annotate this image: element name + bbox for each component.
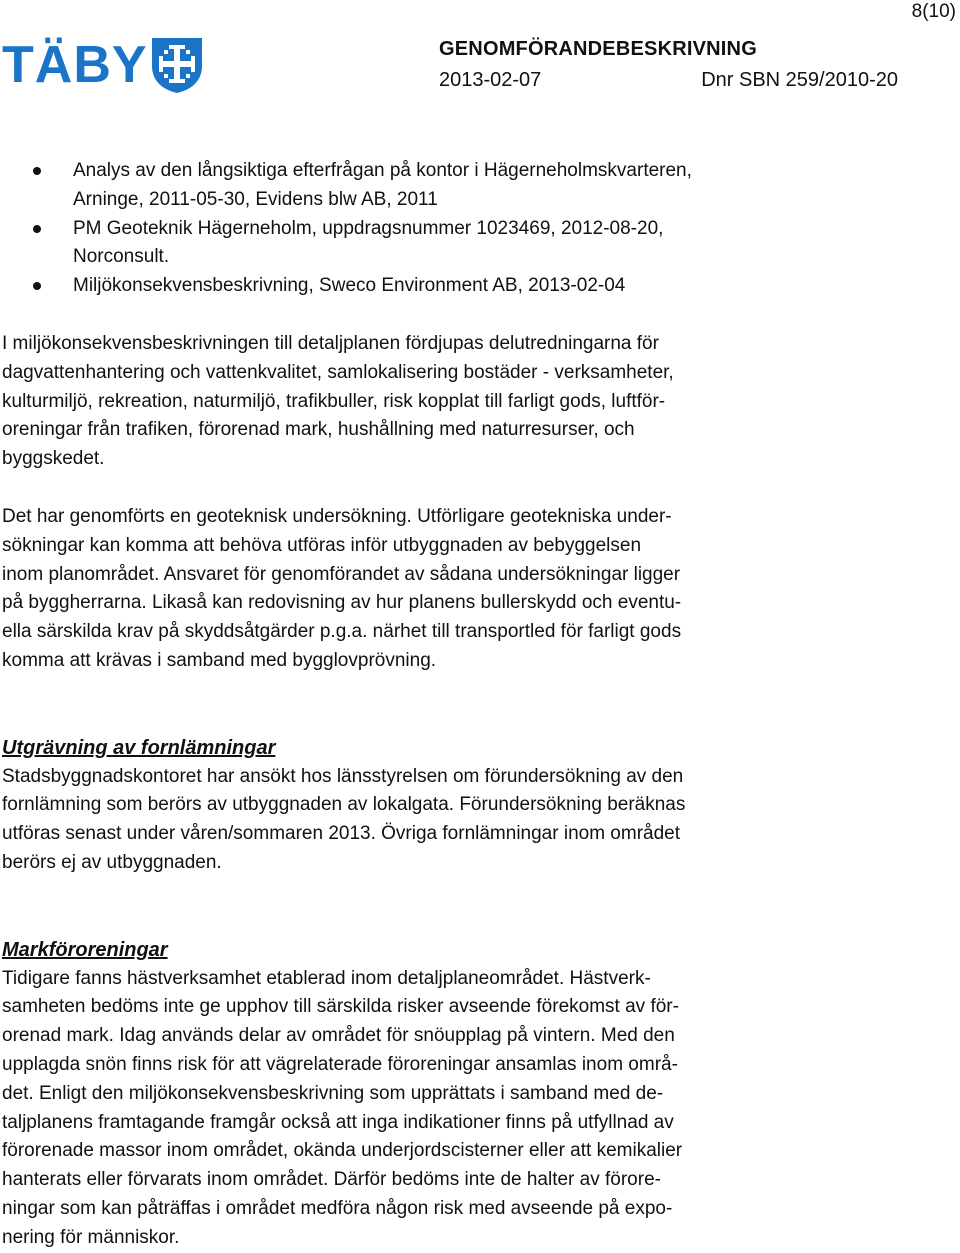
document-date: 2013-02-07	[439, 69, 542, 91]
logo-wordmark: TÄBY	[2, 36, 148, 94]
bullet-icon	[33, 167, 41, 175]
page-number: 8(10)	[911, 1, 956, 22]
paragraph: I miljökonsekvensbeskrivningen till detaljplanen fördjupas delutredningarna för dagvattenhantering och vattenkvalitet, samlokalisering bostäder - verksamheter, kulturmiljö, rekreation, naturmiljö, trafikbuller, risk kopplat till farligt gods, luftför- oreningar från trafiken, förorenad mark, hushållning med naturresurser, och byggskedet.	[2, 332, 674, 470]
reference-list	[2, 157, 792, 301]
bullet-icon	[33, 225, 41, 233]
shield-cross-icon	[150, 36, 204, 94]
section-heading-fornlamningar: Utgrävning av fornlämningar	[2, 736, 276, 759]
document-body	[2, 157, 792, 1253]
paragraph: Tidigare fanns hästverksamhet etablerad inom detaljplaneområdet. Hästverk- samheten bedöms inte ge upphov till särskilda risker avseende förekomst av för- orenad mark. Idag används delar av området för snöupplag på vintern. Med den upplagda snön finns risk för att vägrelaterade föroreningar ansamlas inom områ- det. Enligt den miljökonsekvensbeskrivning som upprättats i samband med de- taljplanens framtagande framgår också att inga indikationer finns på utfyllnad av förorenade massor inom området, okända underjordscisterner eller att kemikalier hanterats eller förvarats inom området. Därför bedöms inte de halter av förore- ningar som kan påträffas i området medföra någon risk med avseende på expo- nering för människor.	[2, 967, 683, 1248]
list-item: Miljökonsekvensbeskrivning, Sweco Environment AB, 2013-02-04	[2, 272, 792, 301]
paragraph: Stadsbyggnadskontoret har ansökt hos länsstyrelsen om förundersökning av den fornlämning som berörs av utbyggnaden av lokalgata. Förundersökning beräknas utföras senast under våren/sommaren 2013. Övriga fornlämningar inom området berörs ej av utbyggnaden.	[2, 765, 686, 873]
bullet-icon	[33, 282, 41, 290]
document-type-title: GENOMFÖRANDEBESKRIVNING	[439, 38, 757, 60]
section-heading-markfororeningar: Markföroreningar	[2, 938, 168, 961]
document-reference-number: Dnr SBN 259/2010-20	[701, 69, 898, 91]
paragraph: Det har genomförts en geoteknisk undersökning. Utförligare geotekniska under- sökningar kan komma att behöva utföras inför utbyggnaden av bebyggelsen inom planområdet. Ansvaret för genomförandet av sådana undersökningar ligger på byggherrarna. Likaså kan redovisning av hur planens bullerskydd och eventu- ella särskilda krav på skyddsåtgärder p.g.a. närhet till transportled för farligt gods komma att krävas i samband med bygglovprövning.	[2, 505, 682, 671]
list-item: PM Geoteknik Hägerneholm, uppdragsnummer 1023469, 2012-08-20, Norconsult.	[2, 215, 792, 273]
list-item: Analys av den långsiktiga efterfrågan på kontor i Hägerneholmskvarteren, Arninge, 2011-05-30, Evidens blw AB, 2011	[2, 157, 792, 215]
